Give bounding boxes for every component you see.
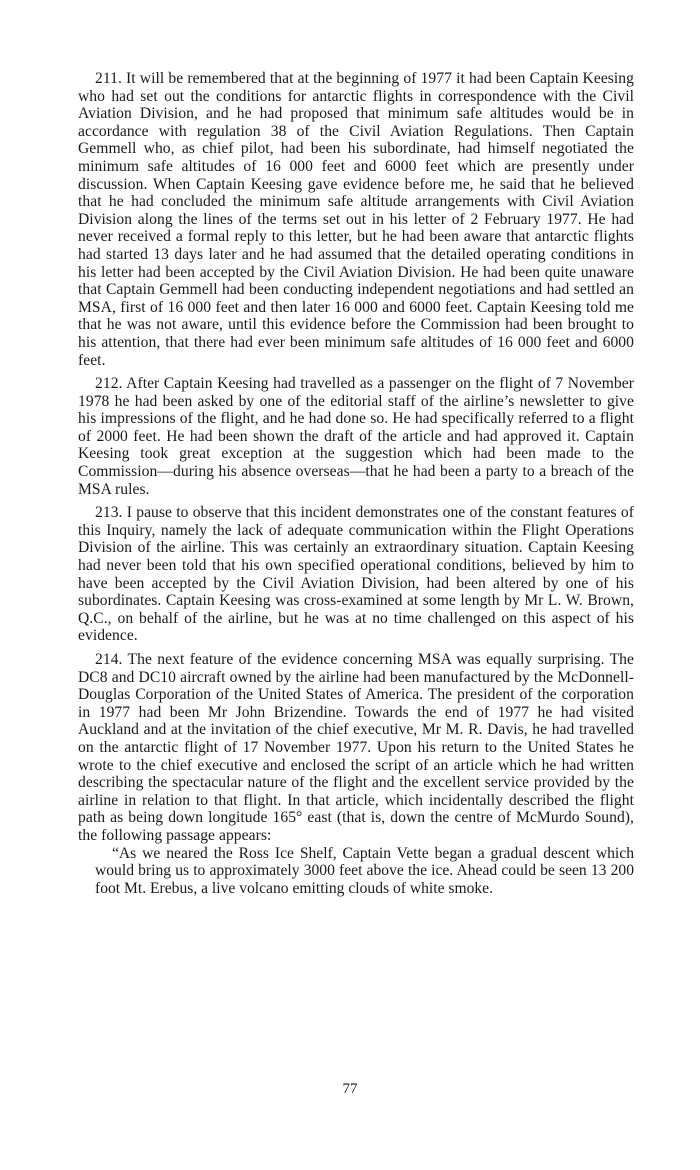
- body-text: [78, 70, 634, 897]
- block-quote: “As we neared the Ross Ice Shelf, Captain Vette began a gradual descent which would bring us to approximately 3000 feet above the ice. Ahead could be seen 13 200 foot Mt. Erebus, a live volcano emitting clouds of white smoke.: [95, 844, 634, 897]
- paragraph-212: 212. After Captain Keesing had travelled as a passenger on the flight of 7 November 1978 he had been asked by one of the editorial staff of the airline’s newsletter to give his impressions of the flight, and he had done so. He had specifically referred to a flight of 2000 feet. He had been shown the draft of the article and had approved it. Captain Keesing took great exception at the suggestion which had been made to the Commission—during his absence overseas—that he had been a party to a breach of the MSA rules.: [78, 375, 634, 498]
- page-number: 77: [342, 1081, 358, 1097]
- paragraph-211: 211. It will be remembered that at the beginning of 1977 it had been Captain Keesing who had set out the conditions for antarctic flights in correspondence with the Civil Aviation Division, and he had proposed that minimum safe altitudes would be in accordance with regulation 38 of the Civil Aviation Regulations. Then Captain Gemmell who, as chief pilot, had been his subordinate, had himself negotiated the minimum safe altitudes of 16 000 feet and 6000 feet which are presently under discussion. When Captain Keesing gave evidence before me, he said that he believed that he had concluded the minimum safe altitude arrangements with Civil Aviation Division along the lines of the terms set out in his letter of 2 February 1977. He had never received a formal reply to this letter, but he had been aware that antarctic flights had started 13 days later and he had assumed that the detailed operating conditions in his letter had been accepted by the Civil Aviation Division. He had been quite unaware that Captain Gemmell had been conducting independent negotiations and had settled an MSA, first of 16 000 feet and then later 16 000 and 6000 feet. Captain Keesing told me that he was not aware, until this evidence before the Commission had been brought to his attention, that there had ever been minimum safe altitudes of 16 000 feet and 6000 feet.: [78, 70, 634, 369]
- paragraph-213: 213. I pause to observe that this incident demonstrates one of the constant features of this Inquiry, namely the lack of adequate communication within the Flight Operations Division of the airline. This was certainly an extraordinary situation. Captain Keesing had never been told that his own specified operational conditions, believed by him to have been accepted by the Civil Aviation Division, had been altered by one of his subordinates. Captain Keesing was cross-examined at some length by Mr L. W. Brown, Q.C., on behalf of the airline, but he was at no time challenged on this aspect of his evidence.: [78, 504, 634, 645]
- paragraph-214: 214. The next feature of the evidence concerning MSA was equally surprising. The DC8 and DC10 aircraft owned by the airline had been manufactured by the McDonnell-Douglas Corporation of the United States of America. The president of the corporation in 1977 had been Mr John Brizendine. Towards the end of 1977 he had visited Auckland and at the invitation of the chief executive, Mr M. R. Davis, he had travelled on the antarctic flight of 17 November 1977. Upon his return to the United States he wrote to the chief executive and enclosed the script of an article which he had written describing the spectacular nature of the flight and the excellent service provided by the airline in relation to that flight. In that article, which incidentally described the flight path as being down longitude 165° east (that is, down the centre of McMurdo Sound), the following passage appears:: [78, 651, 634, 844]
